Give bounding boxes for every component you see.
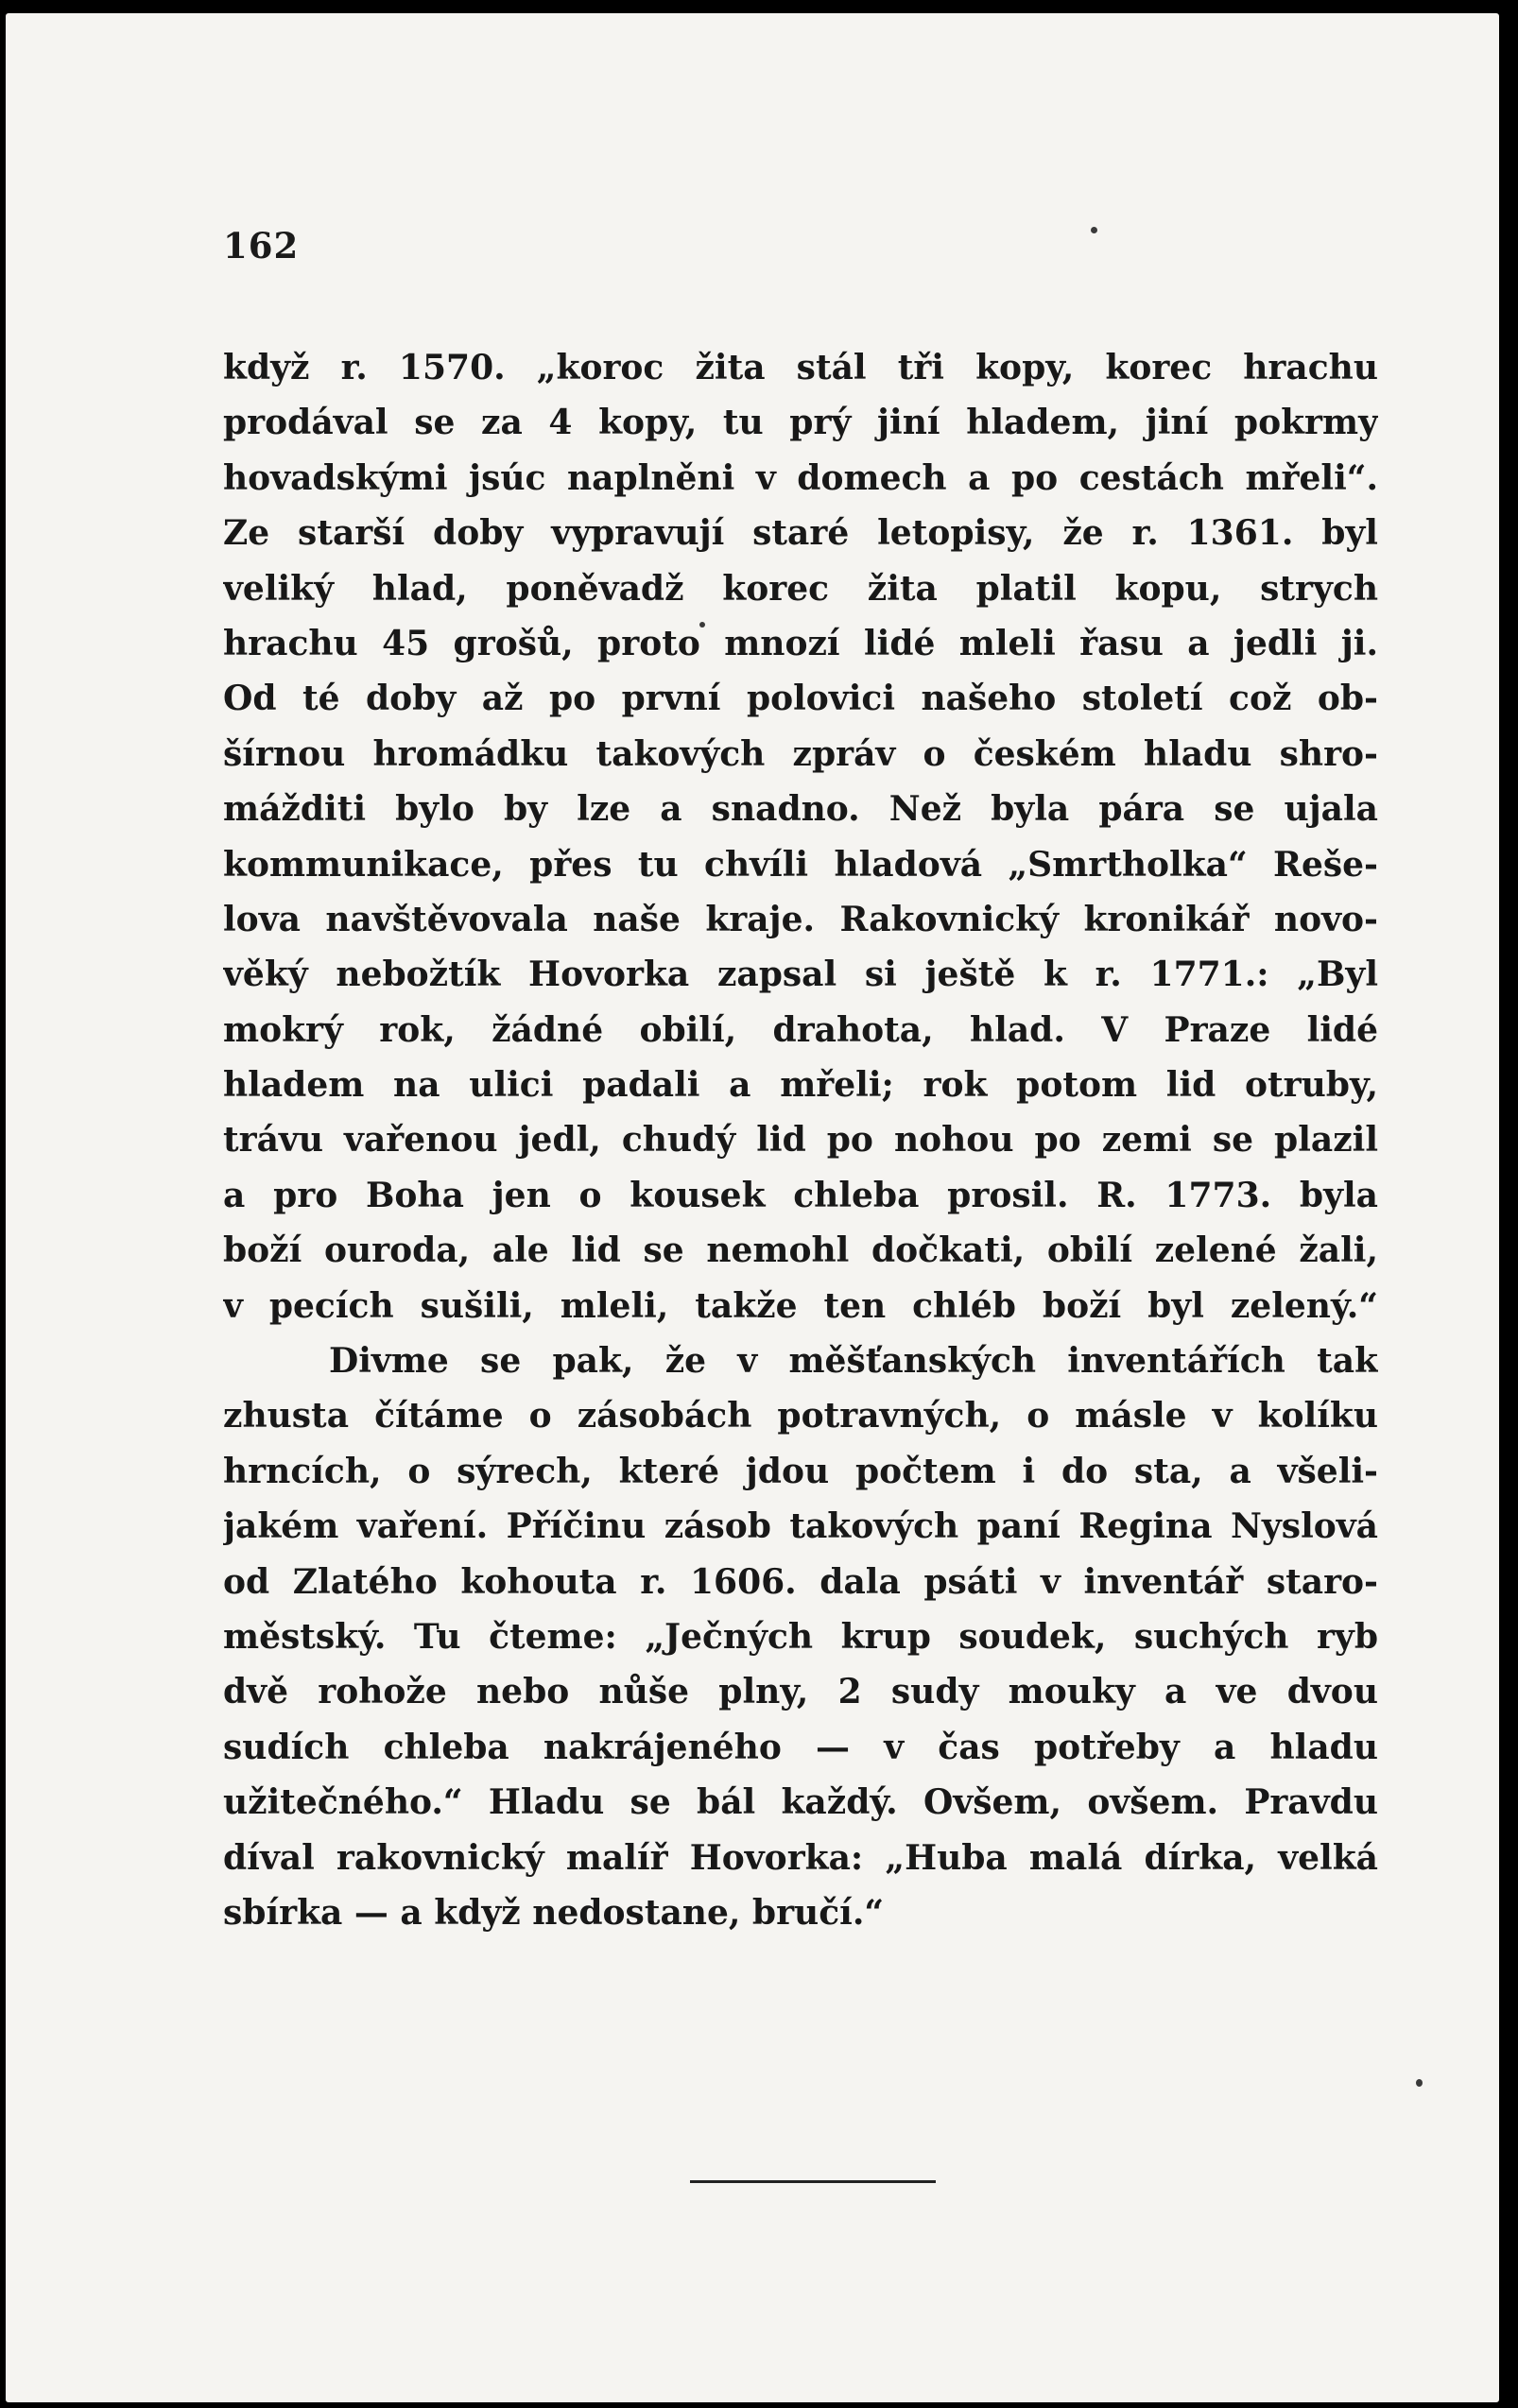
text-line: Ze starší doby vypravují staré letopisy, že r. 1361. byl — [223, 513, 1378, 554]
text-line: sbírka — a když nedostane, bručí.“ — [223, 1892, 885, 1933]
text-line: šírnou hromádku takových zpráv o českém hladu shro- — [223, 733, 1378, 774]
paragraph — [223, 340, 1378, 1333]
text-line: když r. 1570. „koroc žita stál tři kopy, korec hrachu — [223, 348, 1378, 387]
text-line: mokrý rok, žádné obilí, drahota, hlad. V Praze lidé — [223, 1009, 1378, 1050]
text-line: kommunikace, přes tu chvíli hladová „Smrtholka“ Reše- — [223, 844, 1378, 885]
print-speck — [1416, 2079, 1423, 2087]
print-speck — [1091, 227, 1097, 233]
body-text — [223, 340, 1378, 1940]
text-line: sudích chleba nakrájeného — v čas potřeby a hladu — [223, 1727, 1378, 1767]
text-line: zhusta čítáme o zásobách potravných, o másle v kolíku — [223, 1396, 1378, 1436]
text-line: Divme se pak, že v měšťanských inventářích tak — [329, 1341, 1378, 1382]
text-line: hovadskými jsúc naplněni v domech a po cestách mřeli“. — [223, 457, 1378, 498]
page-number: 162 — [223, 225, 300, 267]
text-line: mážditi bylo by lze a snadno. Než byla pára se ujala — [223, 789, 1378, 830]
text-line: od Zlatého kohouta r. 1606. dala psáti v inventář staro- — [223, 1561, 1378, 1602]
text-line: boží ouroda, ale lid se nemohl dočkati, obilí zelené žali, — [223, 1230, 1378, 1271]
text-line: městský. Tu čteme: „Ječných krup soudek, suchých ryb — [223, 1616, 1378, 1657]
text-line: lova navštěvovala naše kraje. Rakovnický kronikář novo- — [223, 899, 1378, 939]
text-line: veliký hlad, poněvadž korec žita platil kopu, strych — [223, 568, 1378, 609]
text-line: Od té doby až po první polovici našeho století což ob- — [223, 679, 1378, 719]
text-line: jakém vaření. Příčinu zásob takových paní Regina Nyslová — [223, 1506, 1378, 1547]
text-line: a pro Boha jen o kousek chleba prosil. R. 1773. byla — [223, 1175, 1378, 1215]
paragraph — [223, 1333, 1378, 1940]
end-rule-divider — [690, 2180, 936, 2183]
text-line: věký nebožtík Hovorka zapsal si ještě k r. 1771.: „Byl — [223, 955, 1378, 995]
text-line: prodával se za 4 kopy, tu prý jiní hladem, jiní pokrmy — [223, 403, 1378, 443]
text-line: díval rakovnický malíř Hovorka: „Huba malá dírka, velká — [223, 1837, 1378, 1878]
text-line: hrachu 45 grošů, proto mnozí lidé mleli řasu a jedli ji. — [223, 623, 1378, 663]
text-line: dvě rohože nebo nůše plny, 2 sudy mouky a ve dvou — [223, 1672, 1378, 1712]
text-line: hladem na ulici padali a mřeli; rok potom lid otruby, — [223, 1065, 1378, 1106]
text-line: trávu vařenou jedl, chudý lid po nohou po zemi se plazil — [223, 1120, 1378, 1161]
text-line: v pecích sušili, mleli, takže ten chléb boží byl zelený.“ — [223, 1285, 1378, 1326]
text-line: užitečného.“ Hladu se bál každý. Ovšem, ovšem. Pravdu — [223, 1782, 1378, 1823]
text-line: hrncích, o sýrech, které jdou počtem i do sta, a všeli- — [223, 1451, 1378, 1491]
